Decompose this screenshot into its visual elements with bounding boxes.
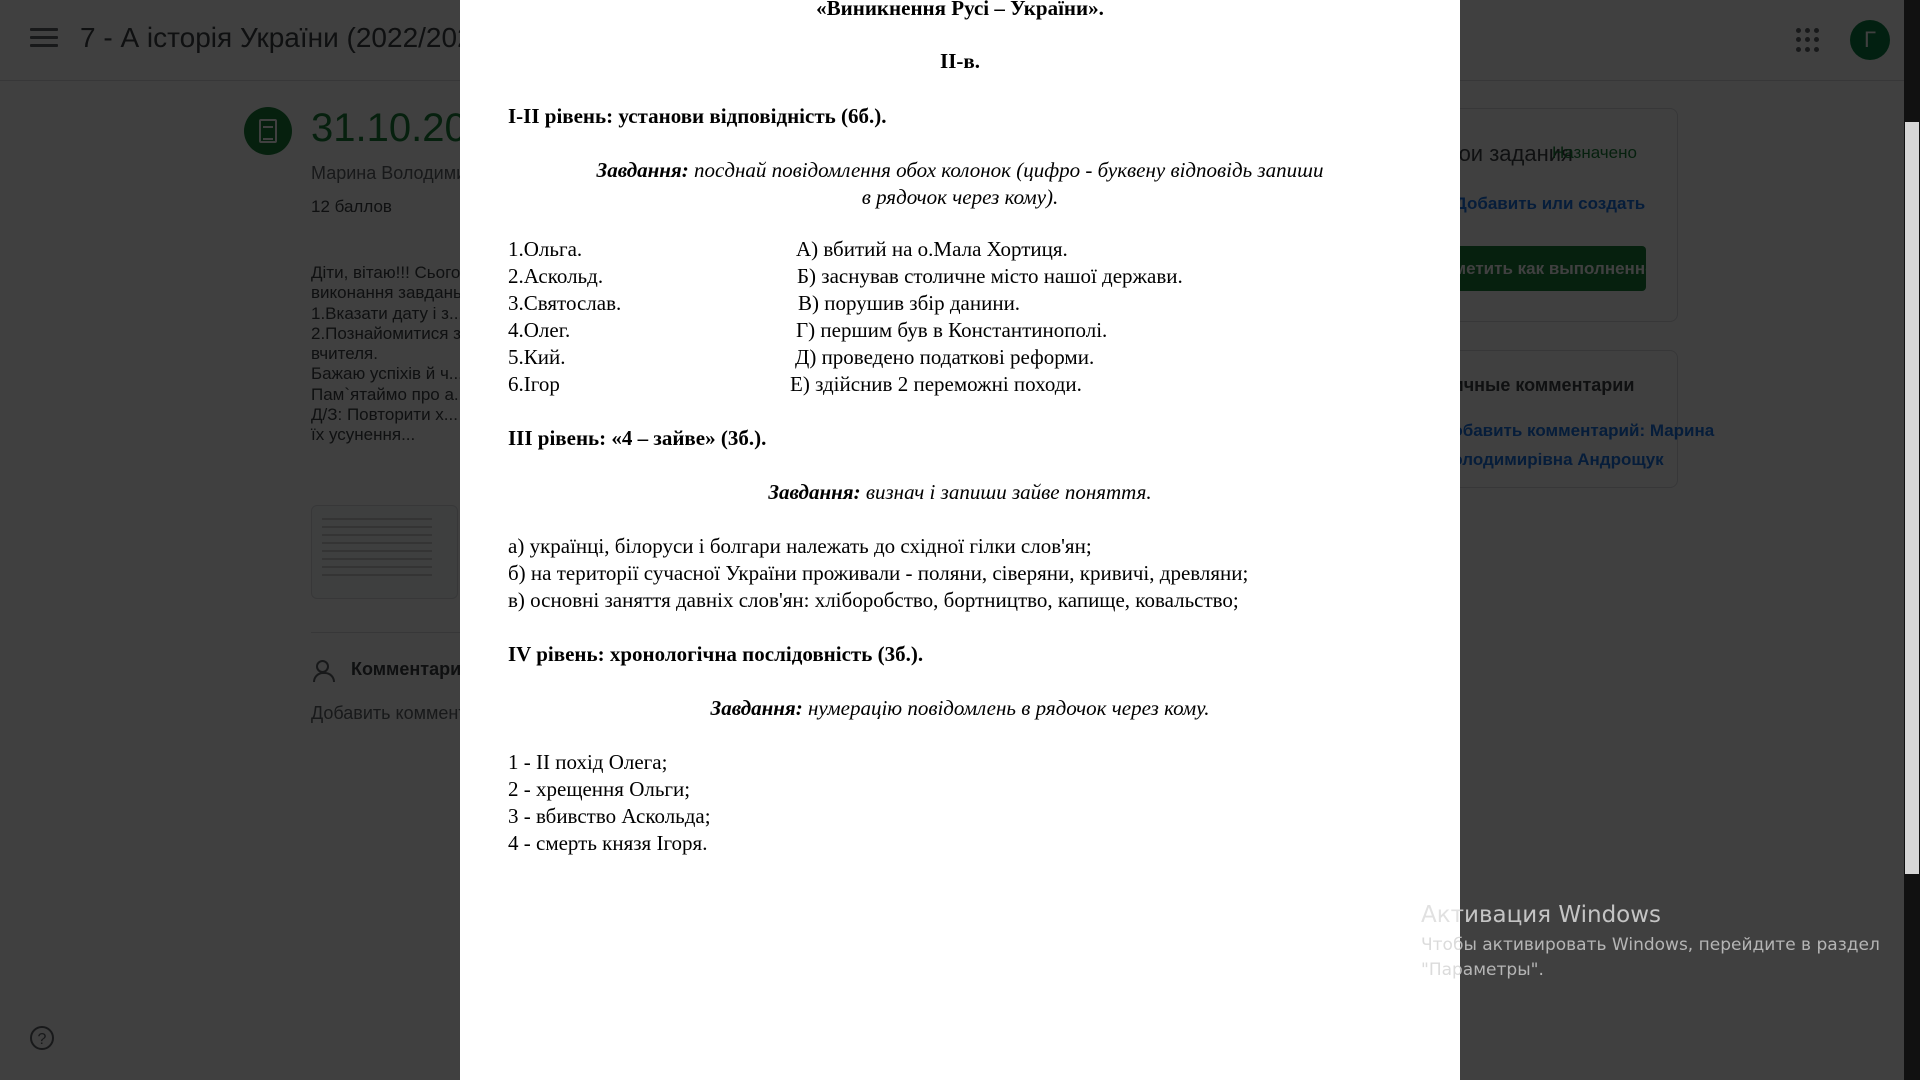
- level3-heading: ІІІ рівень: «4 – зайве» (3б.).: [508, 426, 767, 450]
- task-text: нумерацію повідомлень в рядочок через кому.: [802, 696, 1210, 720]
- match-right-item: Д) проведено податкові реформи.: [795, 345, 1095, 369]
- match-right-item: В) порушив збір данини.: [798, 291, 1021, 315]
- windows-activation-text: "Параметры".: [1421, 960, 1544, 980]
- level3-item: в) основні заняття давніх слов'ян: хліборобство, бортництво, капище, ковальство;: [508, 588, 1239, 612]
- match-right-item: Г) першим був в Константинополі.: [796, 318, 1108, 342]
- task-label: Завдання:: [596, 158, 689, 182]
- match-left-item: 2.Аскольд.: [508, 264, 604, 288]
- match-right-item: Б) заснував столичне місто нашої держави.: [797, 264, 1183, 288]
- document-variant: ІІ-в.: [940, 49, 980, 73]
- level4-task: [460, 695, 1460, 722]
- windows-activation-title: Активация Windows: [1421, 902, 1662, 928]
- level1-heading: І-ІІ рівень: установи відповідність (6б.).: [508, 104, 887, 128]
- level3-item: б) на території сучасної України проживали - поляни, сіверяни, кривичі, древляни;: [508, 561, 1249, 585]
- match-left-item: 6.Ігор: [508, 372, 560, 396]
- document-title: «Виникнення Русі – України».: [816, 0, 1104, 20]
- task-text: посднай повідомлення обох колонок (цифро - буквену відповідь запиши: [688, 158, 1324, 182]
- level4-item: 4 - смерть князя Ігоря.: [508, 831, 708, 855]
- level4-item: 3 - вбивство Аскольда;: [508, 804, 711, 828]
- scrollbar-thumb[interactable]: [1905, 122, 1919, 874]
- task-label: Завдання:: [710, 696, 803, 720]
- document-page: [460, 0, 1460, 1080]
- level4-item: 1 - ІІ похід Олега;: [508, 750, 668, 774]
- level4-item: 2 - хрещення Ольги;: [508, 777, 691, 801]
- match-left-item: 4.Олег.: [508, 318, 571, 342]
- level3-item: а) українці, білоруси і болгари належать до східної гілки слов'ян;: [508, 534, 1092, 558]
- match-left-item: 3.Святослав.: [508, 291, 622, 315]
- level4-heading: ІV рівень: хронологічна послідовність (3б.).: [508, 642, 924, 666]
- match-left-item: 5.Кий.: [508, 345, 566, 369]
- match-left-item: 1.Ольга.: [508, 237, 583, 261]
- match-right-item: А) вбитий на о.Мала Хортиця.: [796, 237, 1068, 261]
- match-right-item: Е) здійснив 2 переможні походи.: [790, 372, 1082, 396]
- task-text: визнач і запиши зайве поняття.: [860, 480, 1152, 504]
- level1-task: [460, 157, 1460, 184]
- task-label: Завдання:: [768, 480, 861, 504]
- level3-task: [460, 479, 1460, 506]
- level1-task-continued: в рядочок через кому).: [861, 185, 1059, 209]
- windows-activation-text: Чтобы активировать Windows, перейдите в раздел: [1421, 935, 1880, 955]
